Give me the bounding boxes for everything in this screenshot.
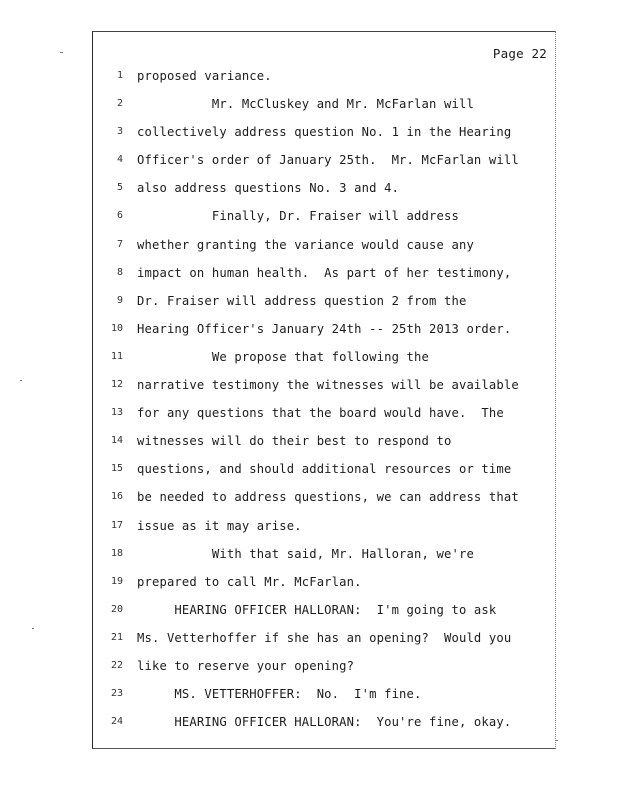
transcript-line [93,708,555,736]
scan-speck [32,628,34,629]
line-text: We propose that following the [137,349,430,364]
line-text: also address questions No. 3 and 4. [137,181,400,196]
line-number: 11 [110,350,123,362]
line-number: 24 [110,716,123,728]
transcript-line [93,427,555,455]
transcript-line [93,231,555,259]
line-number: 16 [110,491,123,503]
line-number: 2 [116,98,123,110]
transcript-line [93,202,555,230]
line-number: 3 [116,126,123,138]
line-text: MS. VETTERHOFFER: No. I'm fine. [137,687,422,702]
line-number: 5 [116,182,123,194]
line-text: be needed to address questions, we can address that [137,490,519,505]
line-number: 18 [110,547,123,559]
transcript-line [93,540,555,568]
transcript-line [93,287,555,315]
line-number: 22 [110,659,123,671]
page-number: Page 22 [492,46,547,61]
transcript-body [93,62,555,736]
line-number: 9 [116,294,123,306]
line-number: 21 [110,631,123,643]
transcript-line [93,371,555,399]
scan-speck [60,52,63,53]
transcript-line [93,62,555,90]
line-number: 8 [116,266,123,278]
line-text: Ms. Vetterhoffer if she has an opening? Would you [137,630,512,645]
line-text: like to reserve your opening? [137,658,355,673]
line-text: questions, and should additional resources or time [137,462,512,477]
line-number: 23 [110,688,123,700]
line-number: 13 [110,407,123,419]
line-text: Mr. McCluskey and Mr. McFarlan will [137,97,474,112]
line-text: for any questions that the board would have. The [137,406,504,421]
line-text: prepared to call Mr. McFarlan. [137,574,362,589]
line-text: HEARING OFFICER HALLORAN: You're fine, okay. [137,715,512,730]
line-text: Hearing Officer's January 24th -- 25th 2013 order. [137,321,512,336]
line-text: whether granting the variance would cause any [137,237,474,252]
transcript-line [93,174,555,202]
line-number: 14 [110,435,123,447]
transcript-line [93,652,555,680]
transcript-line [93,624,555,652]
line-text: impact on human health. As part of her testimony, [137,265,512,280]
line-number: 7 [116,238,123,250]
line-text: Dr. Fraiser will address question 2 from the [137,293,467,308]
transcript-line [93,596,555,624]
line-text: HEARING OFFICER HALLORAN: I'm going to ask [137,602,497,617]
line-number: 12 [110,379,123,391]
line-number: 10 [110,322,123,334]
transcript-line [93,512,555,540]
transcript-line [93,343,555,371]
line-text: proposed variance. [137,69,272,83]
transcript-line [93,118,555,146]
transcript-line [93,90,555,118]
transcript-line [93,399,555,427]
scan-speck [20,380,22,381]
transcript-line [93,315,555,343]
scan-speck [555,740,558,741]
line-number: 20 [110,603,123,615]
line-text: Officer's order of January 25th. Mr. McFarlan will [137,153,519,168]
transcript-line [93,568,555,596]
line-text: narrative testimony the witnesses will be available [137,378,519,393]
line-text: Finally, Dr. Fraiser will address [137,209,459,224]
transcript-line [93,455,555,483]
line-text: collectively address question No. 1 in the Hearing [137,125,512,140]
transcript-line [93,680,555,708]
line-number: 17 [110,519,123,531]
line-number: 1 [116,70,123,81]
transcript-line [93,146,555,174]
transcript-line [93,259,555,287]
transcript-line [93,483,555,511]
line-text: With that said, Mr. Halloran, we're [137,546,474,561]
line-number: 19 [110,575,123,587]
transcript-page [92,31,556,749]
line-text: witnesses will do their best to respond to [137,434,452,449]
line-text: issue as it may arise. [137,518,302,533]
line-number: 15 [110,463,123,475]
line-number: 6 [116,210,123,222]
line-number: 4 [116,154,123,166]
